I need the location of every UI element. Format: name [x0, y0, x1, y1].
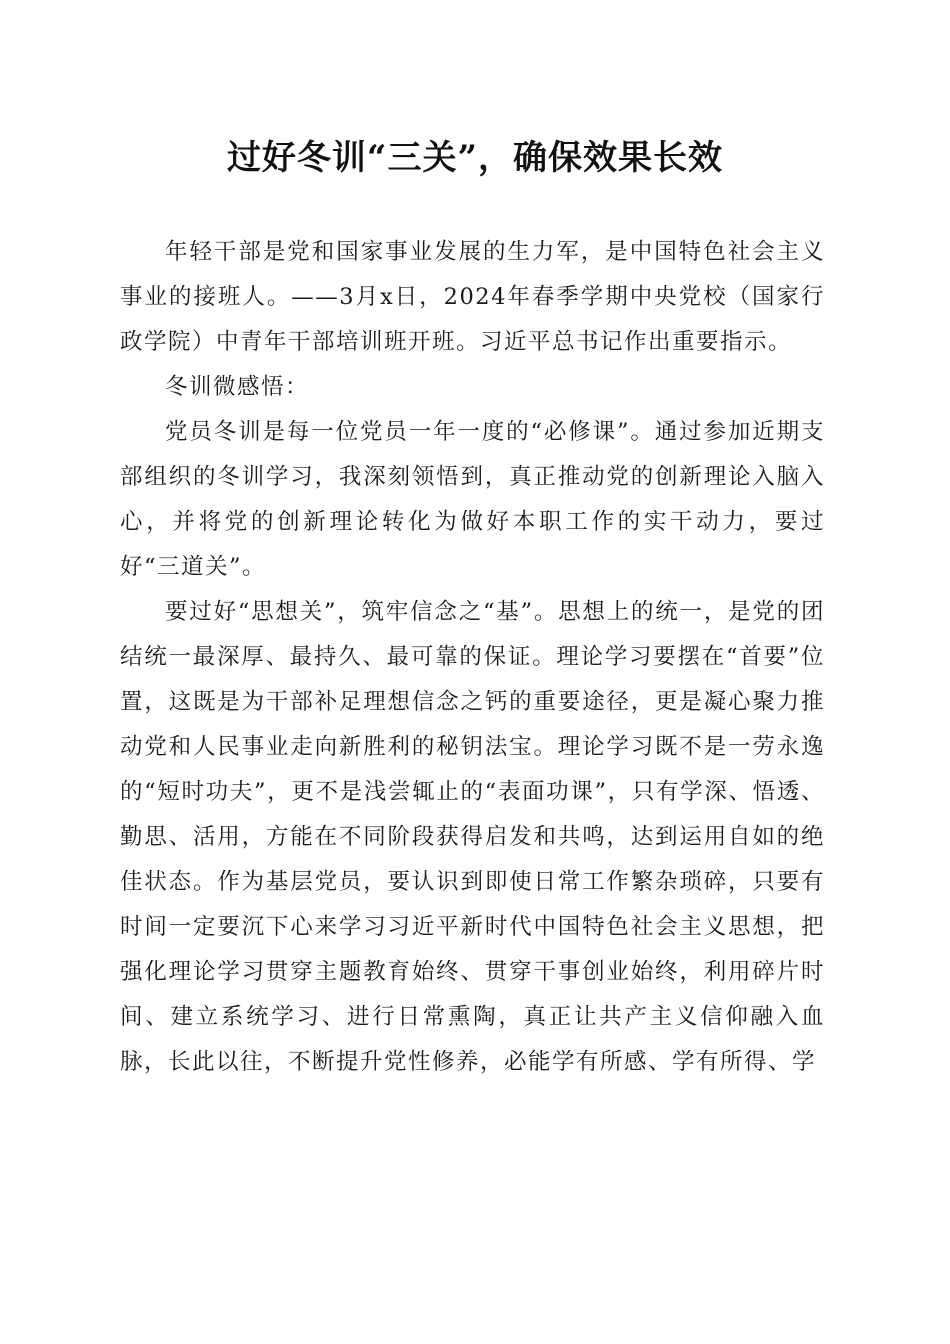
paragraph-intro: 年轻干部是党和国家事业发展的生力军，是中国特色社会主义事业的接班人。——3月x日，2024年春季学期中央党校（国家行政学院）中青年干部培训班开班。习近平总书记作出重要指示。 — [120, 239, 825, 355]
paragraph-subheading: 冬训微感悟： — [165, 374, 310, 400]
document-body — [120, 230, 825, 1085]
paragraph-overview: 党员冬训是每一位党员一年一度的“必修课”。通过参加近期支部组织的冬训学习，我深刻领悟到，真正推动党的创新理论入脑入心，并将党的创新理论转化为做好本职工作的实干动力，要过好“三道关”。 — [120, 419, 825, 580]
paragraph-thought-gate: 要过好“思想关”，筑牢信念之“基”。思想上的统一，是党的团结统一最深厚、最持久、最可靠的保证。理论学习要摆在“首要”位置，这既是为干部补足理想信念之钙的重要途径，更是凝心聚力推动党和人民事业走向新胜利的秘钥法宝。理论学习既不是一劳永逸的“短时功夫”，更不是浅尝辄止的“表面功课”，只有学深、悟透、勤思、活用，方能在不同阶段获得启发和共鸣，达到运用自如的绝佳状态。作为基层党员，要认识到即使日常工作繁杂琐碎，只要有时间一定要沉下心来学习习近平新时代中国特色社会主义思想，把强化理论学习贯穿主题教育始终、贯穿干事创业始终，利用碎片时间、建立系统学习、进行日常熏陶，真正让共产主义信仰融入血脉，长此以往，不断提升党性修养，必能学有所感、学有所得、学 — [120, 599, 825, 1075]
document-title: 过好冬训“三关”，确保效果长效 — [226, 138, 724, 178]
